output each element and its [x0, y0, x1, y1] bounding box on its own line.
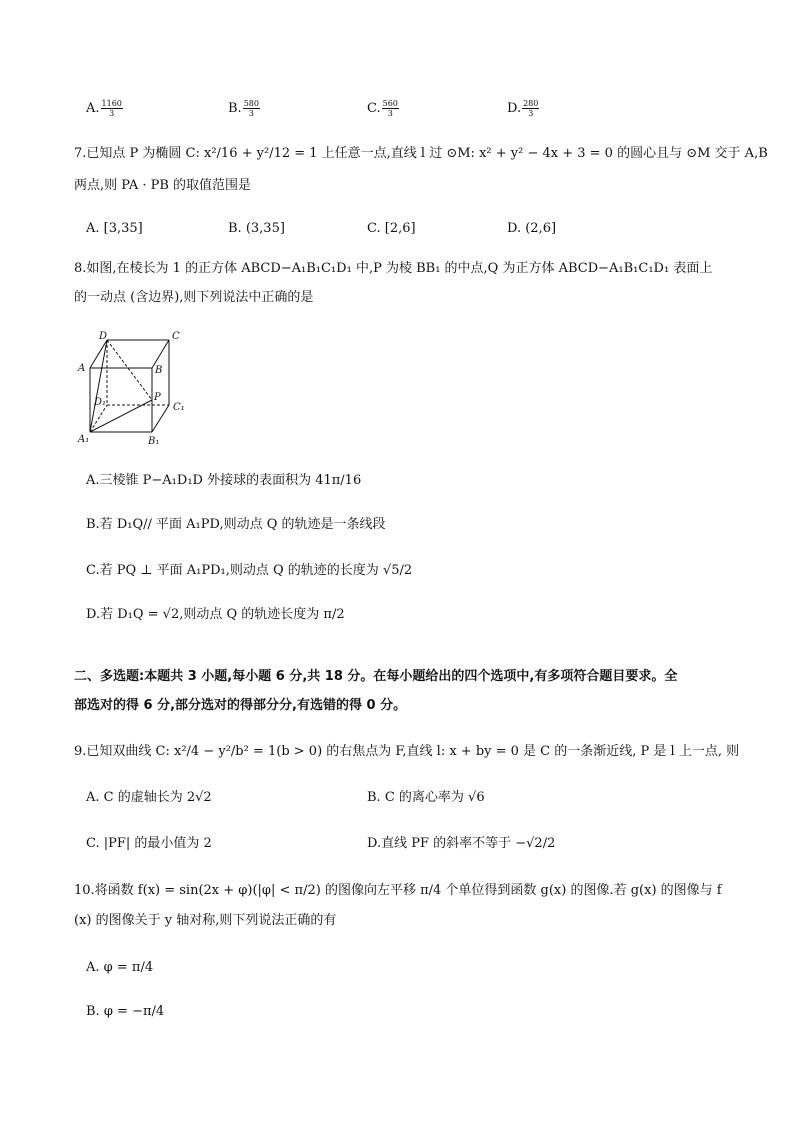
cube-label-d1: D₁: [94, 397, 107, 408]
q6-option-d-fraction: [522, 99, 539, 118]
q6-option-c-num: 560: [382, 99, 398, 108]
cube-label-b1: B₁: [148, 436, 160, 447]
q9-option-a: A. C 的虚轴长为 2√2: [86, 790, 212, 805]
q6-option-c-den: 3: [387, 109, 393, 118]
q7-option-d: D. (2,6]: [507, 221, 557, 236]
q9-option-d: D.直线 PF 的斜率不等于 −√2/2: [367, 836, 556, 851]
q10-option-b: B. φ = −π/4: [86, 1004, 165, 1019]
cube-figure: [72, 328, 197, 448]
q9-option-b: B. C 的离心率为 √6: [367, 790, 485, 805]
q6-option-d: [507, 99, 540, 118]
q6-option-c-fraction: [382, 99, 399, 118]
q6-option-b-label: B.: [228, 101, 242, 116]
q9-option-c: C. |PF| 的最小值为 2: [86, 836, 212, 851]
q6-option-c-label: C.: [367, 101, 381, 116]
cube-label-c1: C₁: [173, 402, 185, 413]
cube-label-c: C: [172, 331, 180, 342]
q8-option-c: C.若 PQ ⊥ 平面 A₁PD₁,则动点 Q 的轨迹的长度为 √5/2: [86, 563, 413, 578]
section2-heading-line1: 二、多选题:本题共 3 小题,每小题 6 分,共 18 分。在每小题给出的四个选项中,有多项符合题目要求。全: [74, 669, 678, 684]
q7-stem-line1: 7.已知点 P 为椭圆 C: x²/16 + y²/12 = 1 上任意一点,直线 l 过 ⊙M: x² + y² − 4x + 3 = 0 的圆心且与 ⊙M 交于 A,B: [74, 146, 768, 161]
cube-label-p: P: [154, 392, 161, 403]
q6-option-b-fraction: [243, 99, 260, 118]
q6-option-b-num: 580: [243, 99, 259, 108]
q7-option-c: C. [2,6]: [367, 221, 416, 236]
q6-option-a-num: 1160: [101, 99, 122, 108]
q6-option-b-den: 3: [248, 109, 254, 118]
cube-label-d: D: [99, 331, 108, 342]
cube-label-a: A: [78, 363, 86, 374]
cube-label-b: B: [155, 365, 163, 376]
q6-option-d-label: D.: [507, 101, 522, 116]
q10-stem-line1: 10.将函数 f(x) = sin(2x + φ)(|φ| < π/2) 的图像向左平移 π/4 个单位得到函数 g(x) 的图像.若 g(x) 的图像与 f: [74, 883, 722, 898]
q8-stem-line1: 8.如图,在棱长为 1 的正方体 ABCD−A₁B₁C₁D₁ 中,P 为棱 BB₁ 的中点,Q 为正方体 ABCD−A₁B₁C₁D₁ 表面上: [74, 261, 713, 276]
q6-option-a-den: 3: [109, 109, 115, 118]
section2-heading-line2: 部选对的得 6 分,部分选对的得部分分,有选错的得 0 分。: [74, 698, 407, 713]
cube-label-a1: A₁: [78, 434, 90, 445]
q9-stem-line1: 9.已知双曲线 C: x²/4 − y²/b² = 1(b > 0) 的右焦点为 F,直线 l: x + by = 0 是 C 的一条渐近线, P 是 l 上一点, 则: [74, 744, 740, 759]
q8-option-d: D.若 D₁Q = √2,则动点 Q 的轨迹长度为 π/2: [86, 607, 345, 622]
q6-option-a-fraction: [101, 99, 123, 118]
q10-stem-line2: (x) 的图像关于 y 轴对称,则下列说法正确的有: [74, 913, 337, 928]
q8-option-b: B.若 D₁Q// 平面 A₁PD,则动点 Q 的轨迹是一条线段: [86, 517, 386, 532]
q6-option-d-num: 280: [523, 99, 539, 108]
q7-option-a: A. [3,35]: [86, 221, 143, 236]
q6-option-d-den: 3: [528, 109, 534, 118]
q8-stem-line2: 的一动点 (含边界),则下列说法中正确的是: [74, 290, 314, 305]
q10-option-a: A. φ = π/4: [86, 960, 154, 975]
q7-option-b: B. (3,35]: [228, 221, 285, 236]
q6-option-a: [86, 99, 124, 118]
q6-option-a-label: A.: [86, 101, 100, 116]
q6-option-b: [228, 99, 261, 118]
q7-stem-line2: 两点,则 PA · PB 的取值范围是: [74, 178, 252, 193]
q8-option-a: A.三棱锥 P−A₁D₁D 外接球的表面积为 41π/16: [86, 473, 362, 488]
q6-option-c: [367, 99, 400, 118]
